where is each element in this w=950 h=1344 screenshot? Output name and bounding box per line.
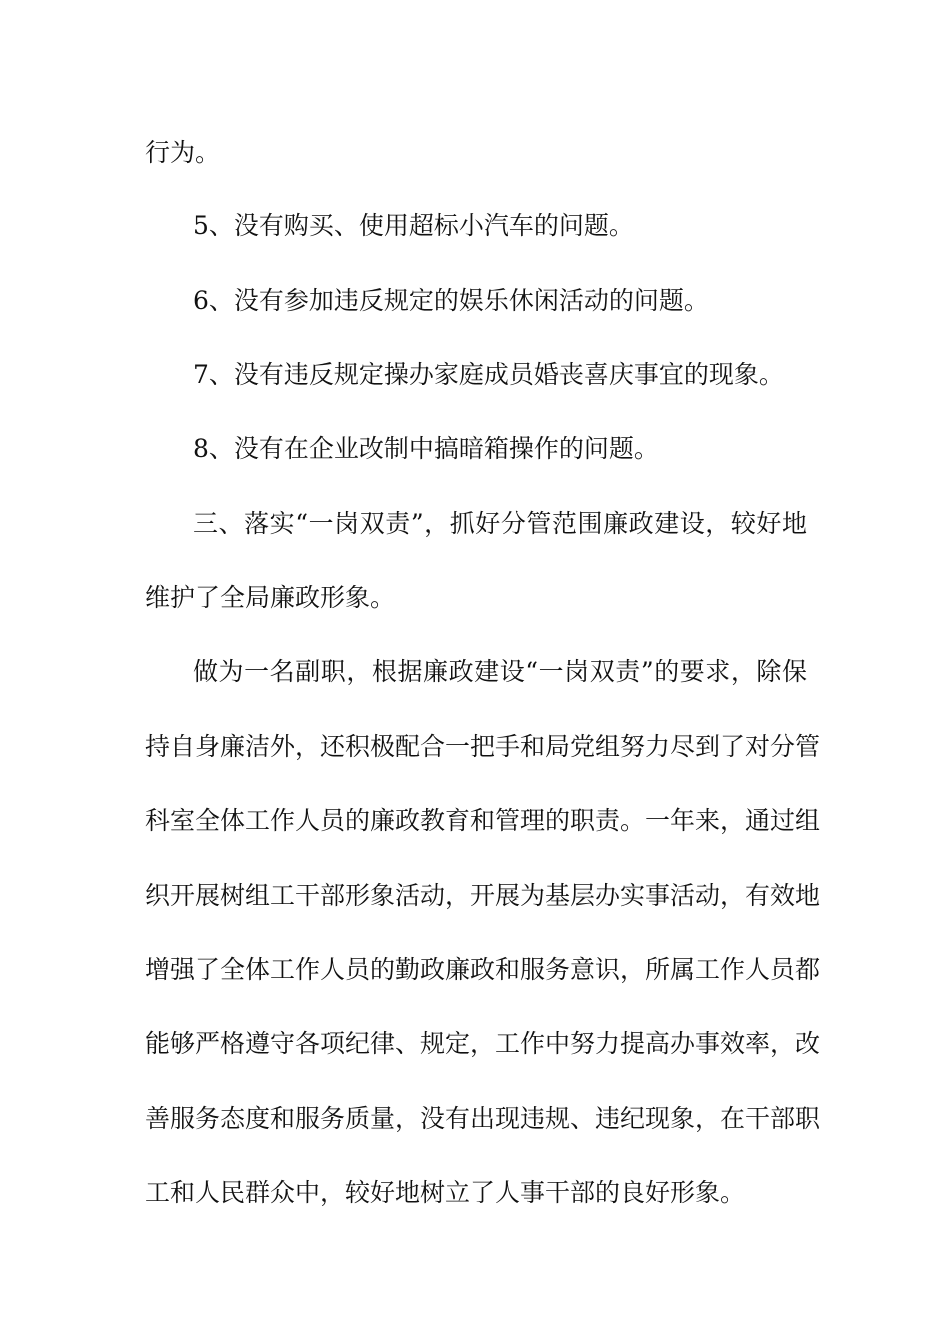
- text-line-7: 维护了全局廉政形象。: [145, 583, 396, 612]
- text-line-14: 善服务态度和服务质量，没有出现违规、违纪现象，在干部职: [145, 1104, 821, 1133]
- text-line-11: 织开展树组工干部形象活动，开展为基层办实事活动，有效地: [145, 881, 821, 910]
- text-line-4: 7、没有违反规定操办家庭成员婚丧喜庆事宜的现象。: [193, 360, 784, 389]
- text-line-2: 5、没有购买、使用超标小汽车的问题。: [193, 211, 634, 240]
- text-line-13: 能够严格遵守各项纪律、规定，工作中努力提高办事效率，改: [145, 1029, 821, 1058]
- text-line-10: 科室全体工作人员的廉政教育和管理的职责。一年来，通过组: [145, 806, 821, 835]
- text-line-15: 工和人民群众中，较好地树立了人事干部的良好形象。: [145, 1178, 746, 1207]
- text-line-12: 增强了全体工作人员的勤政廉政和服务意识，所属工作人员都: [145, 955, 821, 984]
- text-line-5: 8、没有在企业改制中搞暗箱操作的问题。: [193, 434, 659, 463]
- text-line-9: 持自身廉洁外，还积极配合一把手和局党组努力尽到了对分管: [145, 732, 821, 761]
- text-line-8: 做为一名副职，根据廉政建设“一岗双责”的要求，除保: [193, 657, 807, 686]
- text-line-1: 行为。: [145, 138, 221, 167]
- text-line-3: 6、没有参加违反规定的娱乐休闲活动的问题。: [193, 286, 709, 315]
- text-line-6: 三、落实“一岗双责”，抓好分管范围廉政建设，较好地: [193, 509, 807, 538]
